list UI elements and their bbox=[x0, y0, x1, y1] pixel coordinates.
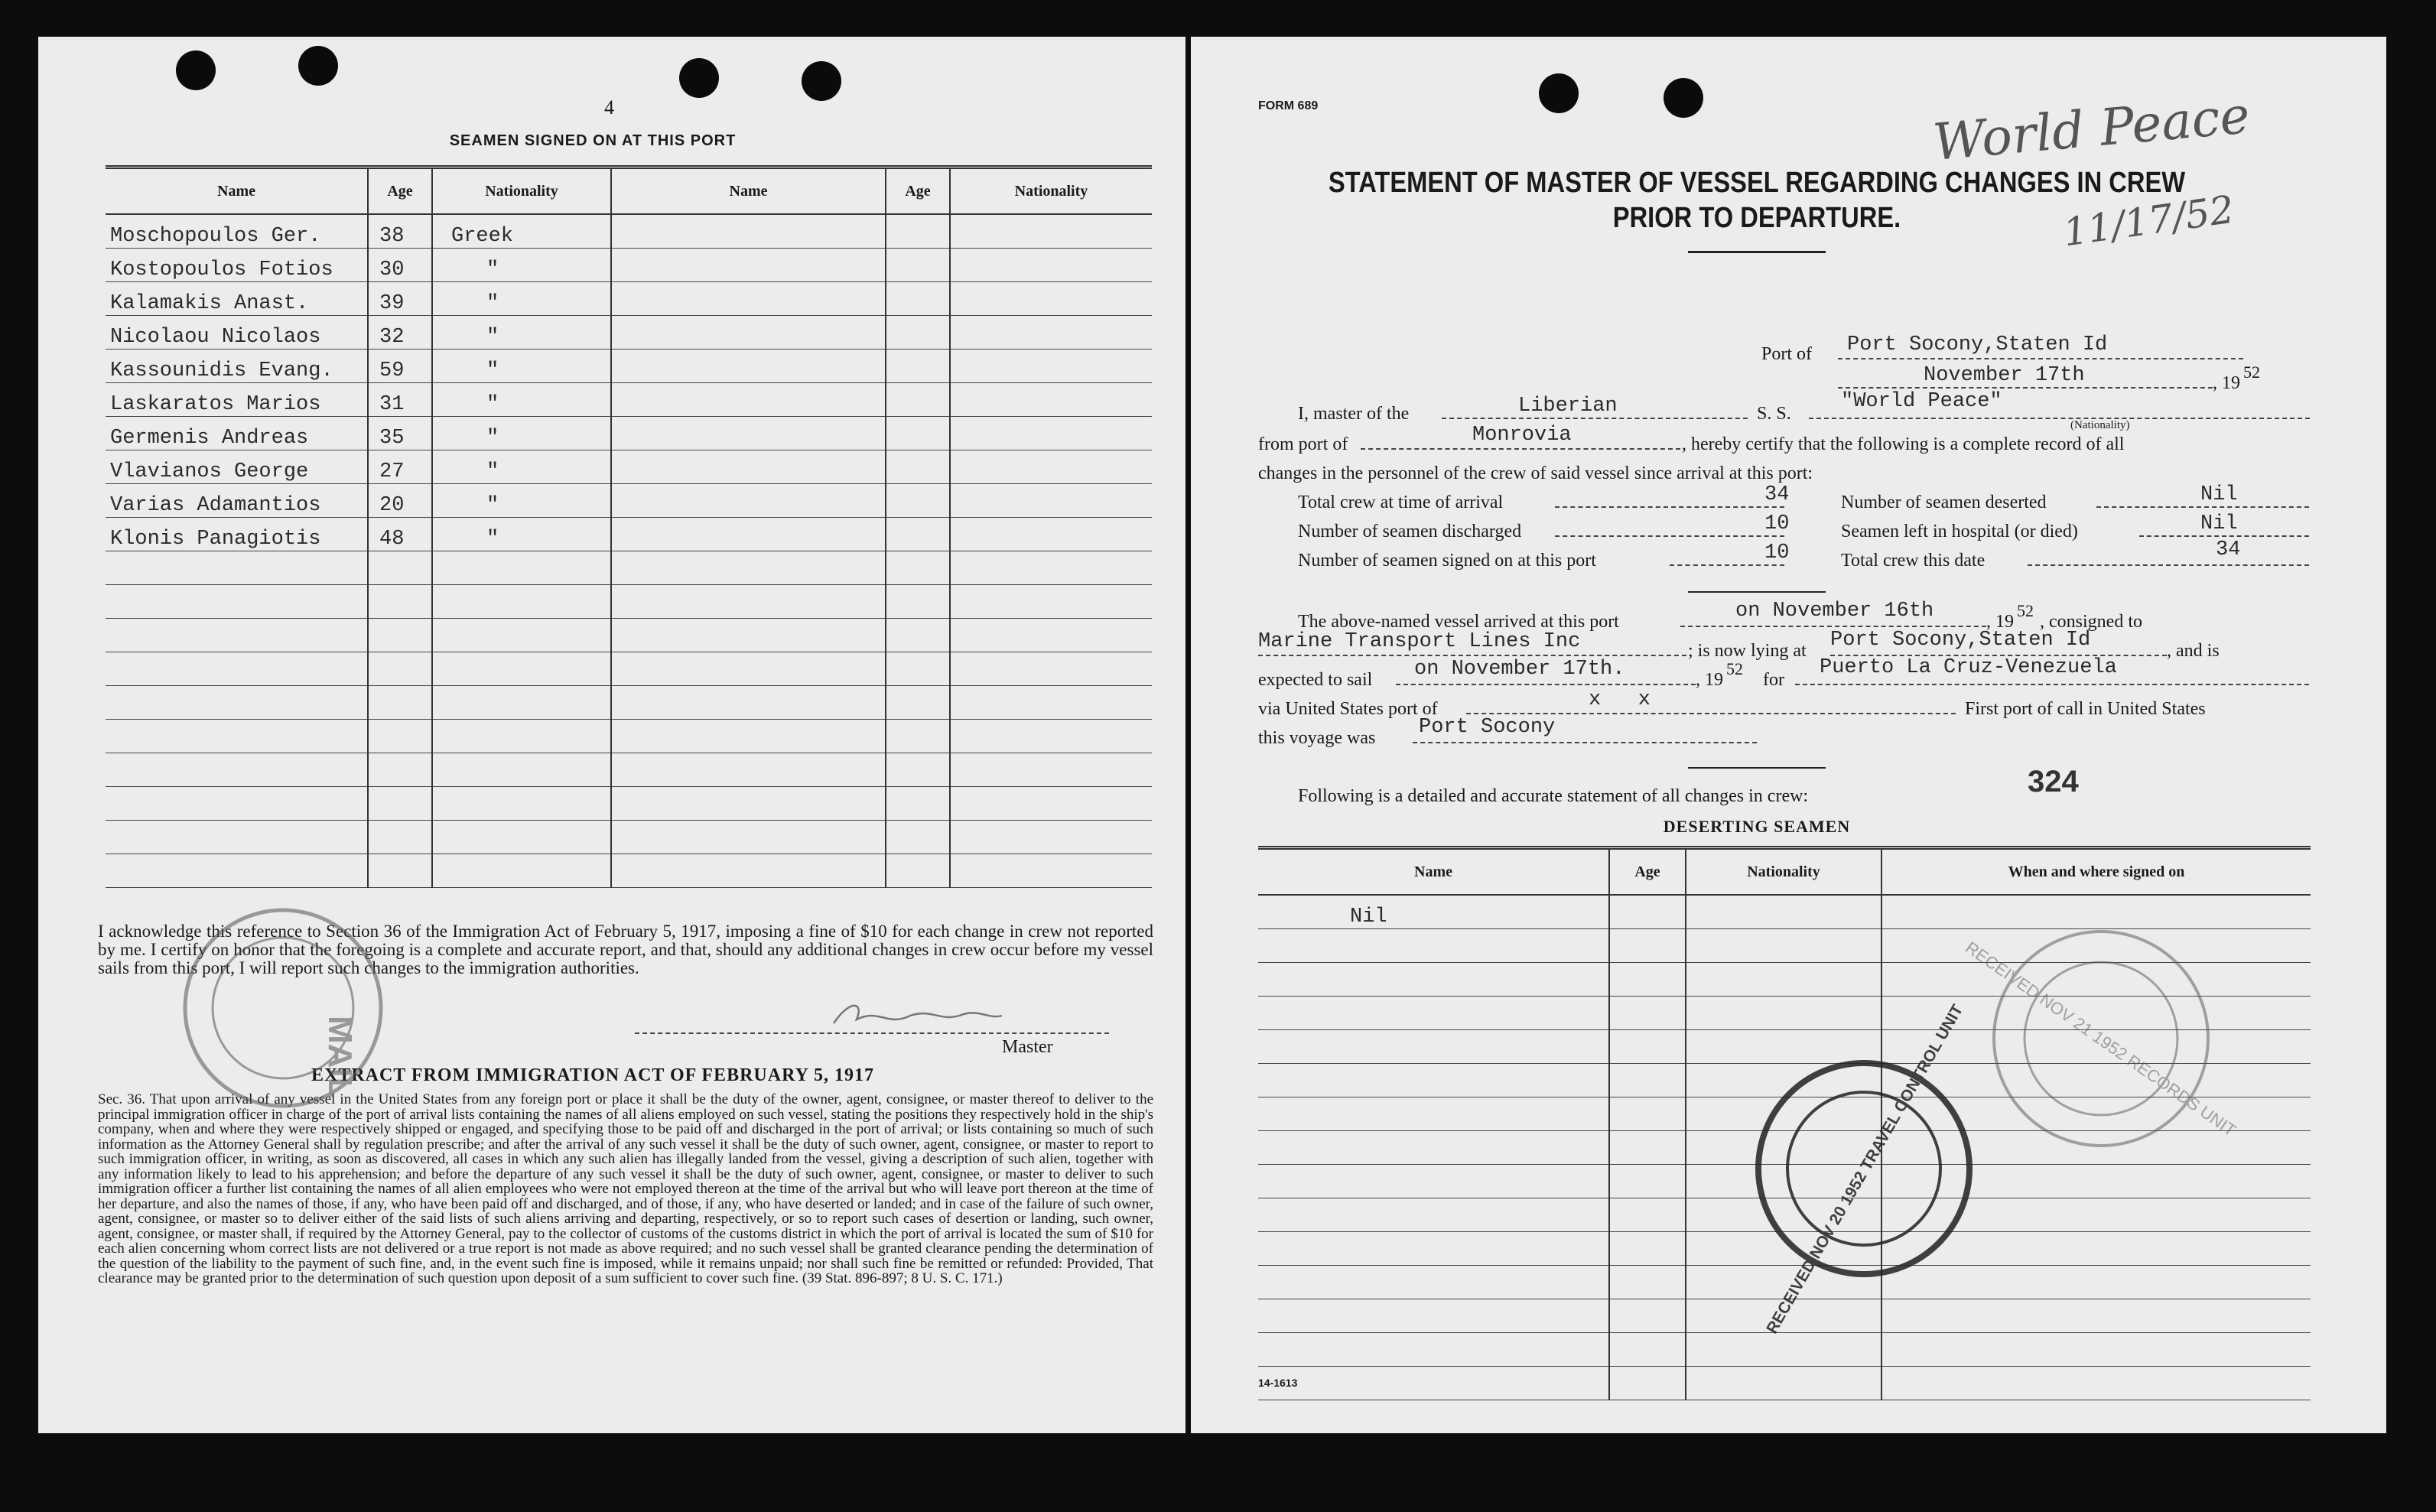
empty-cell bbox=[886, 821, 950, 854]
table-row bbox=[106, 551, 1152, 585]
empty-cell bbox=[432, 720, 611, 753]
empty-cell bbox=[950, 619, 1152, 652]
empty-cell bbox=[368, 753, 432, 787]
table-row bbox=[106, 383, 1152, 417]
seaman-age: 48 bbox=[368, 518, 432, 551]
empty-cell bbox=[368, 821, 432, 854]
date-value: November 17th bbox=[1924, 364, 2085, 387]
for-line bbox=[1795, 684, 2309, 685]
stat-line bbox=[1670, 564, 1784, 566]
empty-cell bbox=[106, 551, 368, 585]
seaman-nationality: " bbox=[432, 450, 611, 484]
table-row bbox=[106, 854, 1152, 888]
first-port-label: First port of call in United States bbox=[1965, 699, 2206, 719]
empty-cell bbox=[1258, 1165, 1609, 1198]
empty-cell bbox=[611, 551, 886, 585]
empty-cell bbox=[886, 854, 950, 888]
via-line bbox=[1466, 713, 1956, 714]
empty-cell bbox=[1686, 963, 1881, 997]
empty-cell bbox=[368, 854, 432, 888]
empty-cell bbox=[1686, 1367, 1881, 1400]
empty-cell bbox=[886, 350, 950, 383]
empty-cell bbox=[368, 720, 432, 753]
empty-cell bbox=[611, 484, 886, 518]
empty-cell bbox=[1609, 929, 1686, 963]
col-header: When and where signed on bbox=[1881, 848, 2311, 896]
page-number: 4 bbox=[604, 96, 614, 119]
empty-cell bbox=[950, 214, 1152, 249]
empty-cell bbox=[611, 821, 886, 854]
seaman-nationality: " bbox=[432, 484, 611, 518]
seaman-name: Laskaratos Marios bbox=[106, 383, 368, 417]
port-of-label: Port of bbox=[1761, 344, 1812, 364]
table-row bbox=[106, 214, 1152, 249]
travel-control-stamp bbox=[1749, 1001, 1979, 1337]
seaman-nationality: " bbox=[432, 249, 611, 282]
nationality-caption: (Nationality) bbox=[2070, 419, 2130, 431]
empty-cell bbox=[1609, 1333, 1686, 1367]
section-rule bbox=[1688, 591, 1826, 593]
empty-cell bbox=[368, 585, 432, 619]
mail-stamp bbox=[168, 901, 444, 1115]
ss-label: S. S. bbox=[1757, 404, 1791, 424]
empty-cell bbox=[1609, 895, 1686, 929]
empty-cell bbox=[950, 316, 1152, 350]
seaman-nationality: Greek bbox=[432, 214, 611, 249]
table-row bbox=[106, 417, 1152, 450]
year-suffix: 52 bbox=[2243, 363, 2260, 382]
col-header: Nationality bbox=[432, 167, 611, 215]
seaman-nationality: " bbox=[432, 518, 611, 551]
empty-cell bbox=[368, 686, 432, 720]
empty-cell bbox=[1258, 1198, 1609, 1232]
seaman-nationality: " bbox=[432, 383, 611, 417]
year-prefix: , 19 bbox=[2213, 373, 2240, 393]
table-row bbox=[1258, 1333, 2311, 1367]
empty-cell bbox=[432, 585, 611, 619]
form-title-line2: PRIOR TO DEPARTURE. bbox=[1612, 202, 1901, 234]
records-unit-stamp bbox=[1962, 924, 2240, 1153]
empty-cell bbox=[1609, 1165, 1686, 1198]
empty-cell bbox=[611, 214, 886, 249]
total-arrival-label: Total crew at time of arrival bbox=[1298, 493, 1504, 512]
col-header: Nationality bbox=[1686, 848, 1881, 896]
empty-cell bbox=[950, 585, 1152, 619]
deserted-value: Nil bbox=[2200, 483, 2238, 506]
empty-cell bbox=[1258, 997, 1609, 1030]
seaman-name: Kalamakis Anast. bbox=[106, 282, 368, 316]
consigned-year-label: , 19 bbox=[1986, 612, 2014, 632]
seaman-nationality: " bbox=[432, 417, 611, 450]
deserting-heading: DESERTING SEAMEN bbox=[1663, 817, 1851, 836]
table-row bbox=[106, 720, 1152, 753]
deserted-label: Number of seamen deserted bbox=[1841, 493, 2047, 512]
empty-cell bbox=[1609, 963, 1686, 997]
punch-hole bbox=[802, 61, 841, 101]
punch-hole bbox=[298, 46, 338, 86]
empty-cell bbox=[1258, 1064, 1609, 1097]
empty-cell bbox=[432, 619, 611, 652]
empty-cell bbox=[611, 753, 886, 787]
voyage-label: this voyage was bbox=[1258, 728, 1376, 748]
table-row bbox=[106, 619, 1152, 652]
extract-text: Sec. 36. That upon arrival of any vessel in the United States from any foreign port or place it shall be the duty of the owner, agent, consignee, or master thereof to deliver to the principal immigration officer in charge of the port of arrival lists containing the names of all aliens employed on such vessel, stating the positions they respectively hold in the ship's company, when and where they were respectively shipped or engaged, and specifying those to be paid off and discharged in the port of arrival; or lists containing so much of such information as the Attorney General shall by regulation prescribe; and after the arrival of any such vessel it shall be the duty of such owner, agent, consignee, or master to report to such immigration officer, in writing, as soon as discovered, all cases in which any such alien has illegally landed from the vessel, giving a description of such alien, together with any information likely to lead to his apprehension; and before the departure of any such vessel it shall be the duty of such owner, agent, consignee, or master to deliver to such immigration officer a further list containing the names of all alien employees who were not employed thereon at the time of the arrival but who will leave port thereon at the time of her departure, and also the names of those, if any, who have been paid off and discharged, and of those, if any, who have deserted or landed; and in case of the failure of such owner, agent, consignee, or master so to deliver either of the said lists of such aliens arriving and departing, respectively, or so to report such cases of desertion or landing, such owner, agent, consignee, or master shall, if required by the Attorney General, pay to the collector of customs of the customs district in which the port of arrival is located the sum of $10 for each alien concerning whom correct lists are not delivered or a true report is not made as above required; and no such vessel shall be granted clearance pending the determination of the question of the liability to the payment of such fine, and, in the event such fine is imposed, while it remains unpaid; nor shall such fine be remitted or refunded: Provided, That clearance may be granted prior to the determination of such question upon deposit of a sum sufficient to cover such fine. (39 Stat. 896-897; 8 U. S. C. 171.) bbox=[98, 1091, 1153, 1286]
from-port-line bbox=[1361, 448, 1680, 450]
empty-cell bbox=[368, 787, 432, 821]
seaman-age: 32 bbox=[368, 316, 432, 350]
consignee-value: Marine Transport Lines Inc bbox=[1258, 630, 1581, 653]
empty-cell bbox=[950, 821, 1152, 854]
via-value: x x bbox=[1589, 688, 1651, 711]
table-row bbox=[106, 316, 1152, 350]
empty-cell bbox=[950, 484, 1152, 518]
table-row bbox=[106, 652, 1152, 686]
empty-cell bbox=[886, 787, 950, 821]
empty-cell bbox=[106, 686, 368, 720]
master-signature bbox=[826, 993, 1010, 1039]
seaman-age: 30 bbox=[368, 249, 432, 282]
handwritten-vessel-name: World Peace bbox=[1930, 86, 2252, 172]
empty-cell bbox=[1258, 1097, 1609, 1131]
empty-cell bbox=[886, 720, 950, 753]
seaman-age: 35 bbox=[368, 417, 432, 450]
empty-cell bbox=[432, 551, 611, 585]
empty-cell bbox=[1258, 1232, 1609, 1266]
empty-cell bbox=[611, 450, 886, 484]
seaman-age: 27 bbox=[368, 450, 432, 484]
form-title-line1: STATEMENT OF MASTER OF VESSEL REGARDING CHANGES IN CREW bbox=[1328, 167, 2186, 199]
consignee-line bbox=[1258, 655, 1686, 656]
empty-cell bbox=[886, 316, 950, 350]
empty-cell bbox=[611, 686, 886, 720]
empty-cell bbox=[106, 854, 368, 888]
section-rule bbox=[1688, 767, 1826, 769]
empty-cell bbox=[950, 854, 1152, 888]
svg-text:MAIL: MAIL bbox=[321, 1016, 359, 1098]
empty-cell bbox=[886, 619, 950, 652]
empty-cell bbox=[950, 652, 1152, 686]
empty-cell bbox=[611, 720, 886, 753]
following-label: Following is a detailed and accurate statement of all changes in crew: bbox=[1298, 786, 1809, 806]
empty-cell bbox=[950, 249, 1152, 282]
empty-cell bbox=[1686, 1333, 1881, 1367]
seaman-nationality: " bbox=[432, 282, 611, 316]
arrived-label: The above-named vessel arrived at this port bbox=[1298, 612, 1619, 632]
deserting-entry: Nil bbox=[1258, 895, 1609, 929]
empty-cell bbox=[611, 383, 886, 417]
expected-label: expected to sail bbox=[1258, 670, 1373, 690]
table-row bbox=[1258, 1367, 2311, 1400]
right-page bbox=[1191, 37, 2386, 1433]
empty-cell bbox=[1686, 997, 1881, 1030]
certify-text: , hereby certify that the following is a complete record of all bbox=[1682, 434, 2125, 454]
empty-cell bbox=[950, 720, 1152, 753]
empty-cell bbox=[1609, 997, 1686, 1030]
discharged-label: Number of seamen discharged bbox=[1298, 522, 1522, 541]
empty-cell bbox=[1881, 1333, 2311, 1367]
total-this-date-value: 34 bbox=[2216, 538, 2241, 561]
empty-cell bbox=[1609, 1232, 1686, 1266]
empty-cell bbox=[1881, 1299, 2311, 1333]
for-value: Puerto La Cruz-Venezuela bbox=[1820, 656, 2117, 679]
empty-cell bbox=[106, 585, 368, 619]
empty-cell bbox=[611, 585, 886, 619]
empty-cell bbox=[106, 787, 368, 821]
empty-cell bbox=[1258, 1367, 1609, 1400]
empty-cell bbox=[106, 652, 368, 686]
master-of-label: I, master of the bbox=[1298, 404, 1410, 424]
discharged-value: 10 bbox=[1764, 512, 1790, 535]
empty-cell bbox=[886, 652, 950, 686]
seaman-name: Kostopoulos Fotios bbox=[106, 249, 368, 282]
empty-cell bbox=[886, 450, 950, 484]
total-this-date-label: Total crew this date bbox=[1841, 551, 1986, 571]
seaman-age: 39 bbox=[368, 282, 432, 316]
empty-cell bbox=[886, 753, 950, 787]
master-label: Master bbox=[1002, 1037, 1053, 1057]
empty-cell bbox=[611, 282, 886, 316]
seaman-name: Klonis Panagiotis bbox=[106, 518, 368, 551]
table-row bbox=[106, 484, 1152, 518]
empty-cell bbox=[886, 686, 950, 720]
empty-cell bbox=[368, 551, 432, 585]
empty-cell bbox=[1258, 963, 1609, 997]
via-label: via United States port of bbox=[1258, 699, 1438, 719]
seaman-name: Nicolaou Nicolaos bbox=[106, 316, 368, 350]
seaman-name: Germenis Andreas bbox=[106, 417, 368, 450]
table-row bbox=[106, 518, 1152, 551]
table-row bbox=[106, 585, 1152, 619]
title-rule bbox=[1688, 251, 1826, 253]
from-port-value: Monrovia bbox=[1472, 424, 1572, 447]
empty-cell bbox=[611, 417, 886, 450]
empty-cell bbox=[886, 551, 950, 585]
empty-cell bbox=[1609, 1198, 1686, 1232]
empty-cell bbox=[368, 619, 432, 652]
vessel-name: "World Peace" bbox=[1841, 390, 2002, 413]
empty-cell bbox=[611, 518, 886, 551]
table-row bbox=[106, 753, 1152, 787]
empty-cell bbox=[106, 720, 368, 753]
table-row bbox=[106, 249, 1152, 282]
empty-cell bbox=[950, 787, 1152, 821]
empty-cell bbox=[611, 316, 886, 350]
empty-cell bbox=[1686, 895, 1881, 929]
form-number: FORM 689 bbox=[1258, 99, 1319, 112]
empty-cell bbox=[1609, 1131, 1686, 1165]
empty-cell bbox=[106, 753, 368, 787]
handwritten-date: 11/17/52 bbox=[2060, 187, 2237, 255]
empty-cell bbox=[886, 214, 950, 249]
expected-line bbox=[1396, 684, 1696, 685]
empty-cell bbox=[950, 551, 1152, 585]
col-header: Age bbox=[886, 167, 950, 215]
table-row bbox=[106, 350, 1152, 383]
empty-cell bbox=[1881, 1367, 2311, 1400]
seaman-nationality: " bbox=[432, 350, 611, 383]
and-is-label: , and is bbox=[2167, 641, 2220, 661]
punch-hole bbox=[679, 58, 719, 98]
acknowledgment-text: I acknowledge this reference to Section 36 of the Immigration Act of February 5, 1917, imposing a fine of $10 for each change in crew not reported by me. I certify on honor that the foregoing is a complete and accurate report, and that, should any additional changes in crew occur before my vessel sails from this port, I will report such changes to the immigration authorities. bbox=[98, 922, 1153, 977]
empty-cell bbox=[611, 787, 886, 821]
consigned-year: 52 bbox=[2017, 601, 2034, 620]
empty-cell bbox=[950, 450, 1152, 484]
empty-cell bbox=[611, 350, 886, 383]
empty-cell bbox=[611, 854, 886, 888]
empty-cell bbox=[432, 787, 611, 821]
seaman-age: 20 bbox=[368, 484, 432, 518]
seaman-age: 31 bbox=[368, 383, 432, 417]
empty-cell bbox=[1258, 1333, 1609, 1367]
empty-cell bbox=[1609, 1299, 1686, 1333]
empty-cell bbox=[1609, 1097, 1686, 1131]
arrived-line bbox=[1680, 626, 1986, 627]
seaman-age: 38 bbox=[368, 214, 432, 249]
col-header: Name bbox=[611, 167, 886, 215]
empty-cell bbox=[1609, 1030, 1686, 1064]
left-page bbox=[38, 37, 1185, 1433]
empty-cell bbox=[950, 753, 1152, 787]
arrived-value: on November 16th bbox=[1735, 600, 1934, 623]
empty-cell bbox=[950, 350, 1152, 383]
empty-cell bbox=[886, 249, 950, 282]
col-header: Name bbox=[1258, 848, 1609, 896]
sail-year-label: , 19 bbox=[1696, 670, 1723, 690]
svg-text:RECEIVED NOV 20 1952 TRAVEL CO: RECEIVED NOV 20 1952 TRAVEL CONTROL UNIT bbox=[1763, 1001, 1967, 1337]
empty-cell bbox=[886, 417, 950, 450]
empty-cell bbox=[886, 518, 950, 551]
voyage-line bbox=[1413, 742, 1757, 743]
svg-text:RECEIVED NOV 21 1952 RECORDS U: RECEIVED NOV 21 1952 RECORDS UNIT bbox=[1962, 938, 2240, 1140]
stat-line bbox=[2096, 506, 2309, 508]
stat-line bbox=[2028, 564, 2309, 566]
empty-cell bbox=[950, 282, 1152, 316]
col-header: Age bbox=[368, 167, 432, 215]
punch-hole bbox=[176, 50, 216, 90]
seaman-age: 59 bbox=[368, 350, 432, 383]
empty-cell bbox=[1609, 1266, 1686, 1299]
empty-cell bbox=[1258, 1131, 1609, 1165]
hospital-label: Seamen left in hospital (or died) bbox=[1841, 522, 2078, 541]
signed-on-table bbox=[106, 165, 1152, 888]
table-row bbox=[106, 787, 1152, 821]
empty-cell bbox=[432, 652, 611, 686]
stat-line bbox=[2139, 535, 2309, 537]
punch-hole bbox=[1539, 73, 1579, 113]
extract-title: EXTRACT FROM IMMIGRATION ACT OF FEBRUARY 5, 1917 bbox=[311, 1065, 875, 1085]
signed-on-label: Number of seamen signed on at this port bbox=[1298, 551, 1596, 571]
empty-cell bbox=[106, 619, 368, 652]
empty-cell bbox=[432, 821, 611, 854]
empty-cell bbox=[611, 652, 886, 686]
punch-hole bbox=[1664, 78, 1703, 118]
empty-cell bbox=[886, 282, 950, 316]
total-arrival-value: 34 bbox=[1764, 483, 1790, 506]
empty-cell bbox=[886, 484, 950, 518]
page-count-number: 324 bbox=[2028, 765, 2079, 798]
empty-cell bbox=[432, 753, 611, 787]
empty-cell bbox=[432, 854, 611, 888]
col-header: Nationality bbox=[950, 167, 1152, 215]
empty-cell bbox=[432, 686, 611, 720]
stat-line bbox=[1555, 535, 1784, 537]
for-label: for bbox=[1763, 670, 1784, 690]
sail-year: 52 bbox=[1726, 659, 1743, 678]
seaman-name: Vlavianos George bbox=[106, 450, 368, 484]
empty-cell bbox=[1609, 1064, 1686, 1097]
lying-label: ; is now lying at bbox=[1688, 641, 1807, 661]
empty-cell bbox=[1258, 929, 1609, 963]
empty-cell bbox=[950, 686, 1152, 720]
empty-cell bbox=[611, 619, 886, 652]
table-row bbox=[106, 282, 1152, 316]
empty-cell bbox=[1258, 1030, 1609, 1064]
from-port-label: from port of bbox=[1258, 434, 1348, 454]
empty-cell bbox=[950, 417, 1152, 450]
empty-cell bbox=[368, 652, 432, 686]
empty-cell bbox=[1258, 1299, 1609, 1333]
empty-cell bbox=[950, 518, 1152, 551]
table-row bbox=[106, 821, 1152, 854]
empty-cell bbox=[1686, 929, 1881, 963]
table-row bbox=[106, 450, 1152, 484]
col-header: Name bbox=[106, 167, 368, 215]
vessel-line bbox=[1809, 418, 2310, 419]
lying-value: Port Socony,Staten Id bbox=[1830, 629, 2091, 652]
nationality-value: Liberian bbox=[1518, 395, 1618, 418]
empty-cell bbox=[886, 383, 950, 417]
port-of-value: Port Socony,Staten Id bbox=[1847, 333, 2108, 356]
empty-cell bbox=[106, 821, 368, 854]
seaman-name: Varias Adamantios bbox=[106, 484, 368, 518]
empty-cell bbox=[611, 249, 886, 282]
port-of-line bbox=[1838, 358, 2243, 359]
empty-cell bbox=[1258, 1266, 1609, 1299]
stat-line bbox=[1555, 506, 1784, 508]
hospital-value: Nil bbox=[2200, 512, 2238, 535]
expected-value: on November 17th. bbox=[1414, 658, 1625, 681]
col-header: Age bbox=[1609, 848, 1686, 896]
seaman-nationality: " bbox=[432, 316, 611, 350]
empty-cell bbox=[886, 585, 950, 619]
seaman-name: Moschopoulos Ger. bbox=[106, 214, 368, 249]
empty-cell bbox=[950, 383, 1152, 417]
signed-on-value: 10 bbox=[1764, 541, 1790, 564]
date-line bbox=[1838, 387, 2213, 389]
footer-code: 14-1613 bbox=[1258, 1377, 1298, 1389]
changes-text: changes in the personnel of the crew of said vessel since arrival at this port: bbox=[1258, 463, 1813, 483]
nationality-line bbox=[1442, 418, 1748, 419]
seaman-name: Kassounidis Evang. bbox=[106, 350, 368, 383]
consigned-to-label: , consigned to bbox=[2040, 612, 2142, 632]
voyage-value: Port Socony bbox=[1419, 716, 1556, 739]
empty-cell bbox=[1609, 1367, 1686, 1400]
section-heading: SEAMEN SIGNED ON AT THIS PORT bbox=[449, 132, 737, 149]
table-row bbox=[106, 686, 1152, 720]
